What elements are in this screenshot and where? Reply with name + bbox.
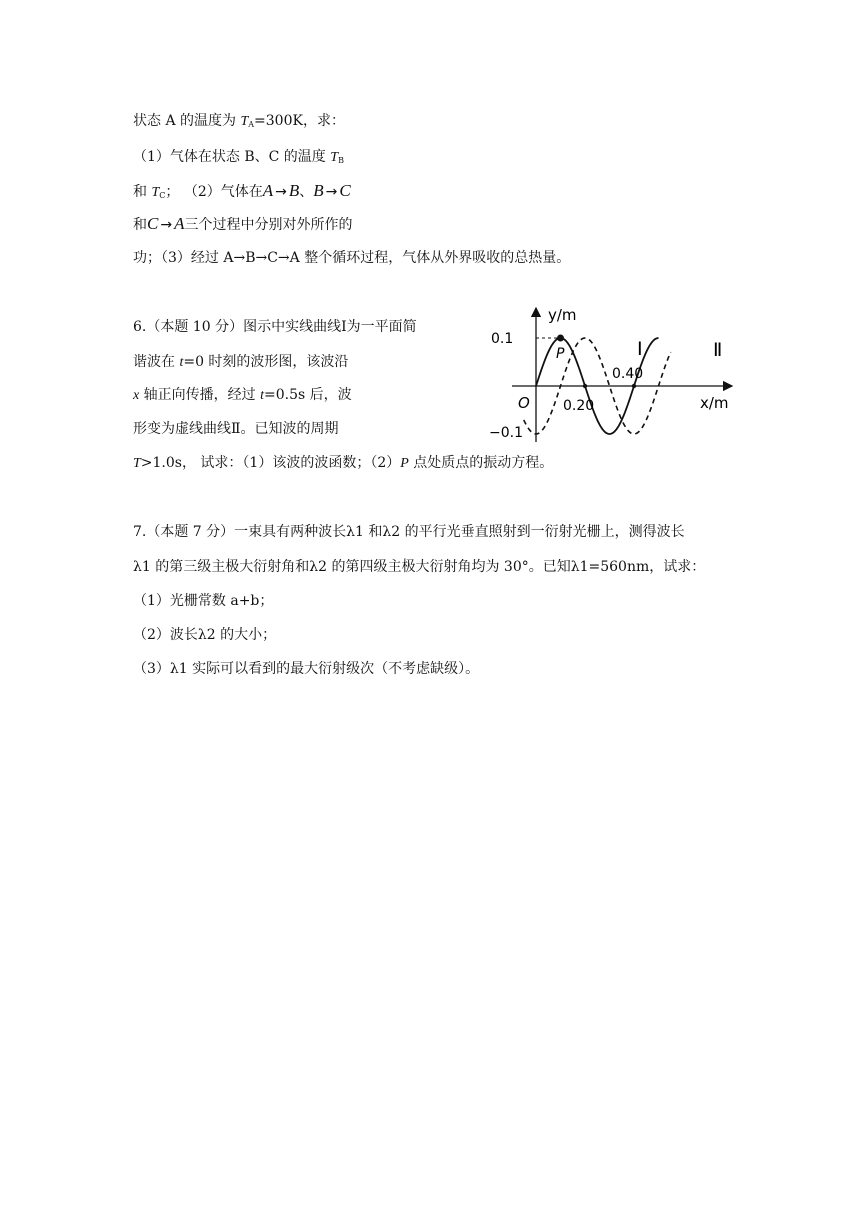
p6-line-2: 谐波在 t=0 时刻的波形图，该波沿 xyxy=(133,354,349,370)
p5-line-2: （1）气体在状态 B、C 的温度 $T_B$ xyxy=(133,149,344,165)
legend-curve-II: Ⅱ xyxy=(713,339,723,361)
p7-line-4: （2）波长λ2 的大小； xyxy=(133,627,277,643)
p6-line-5: T>1.0s， 试求：（1）该波的波函数；（2）P 点处质点的振动方程。 xyxy=(133,455,554,471)
point-p-label: P xyxy=(556,346,565,362)
wave-figure xyxy=(484,300,744,450)
x-tick-0.40: 0.40 xyxy=(612,366,644,382)
p5-line-3: 和 $T_C$； （2）气体在A → B、B → C xyxy=(133,181,351,200)
point-p-marker xyxy=(557,335,564,342)
legend-curve-I: Ⅰ xyxy=(637,338,643,360)
p7-line-2: λ1 的第三级主极大衍射角和λ2 的第四级主极大衍射角均为 30°。已知λ1=560nm，试求： xyxy=(133,559,706,575)
x-tick-0.20: 0.20 xyxy=(563,398,595,414)
p5-line-5: 功；（3）经过 A→B→C→A 整个循环过程，气体从外界吸收的总热量。 xyxy=(133,250,571,266)
y-tick-0.1: 0.1 xyxy=(491,331,514,347)
zero-crossing-marker-2 xyxy=(632,384,636,388)
p7-line-1: 7.（本题 7 分）一束具有两种波长λ1 和λ2 的平行光垂直照射到一衍射光栅上，测得波长 xyxy=(133,524,685,540)
zero-crossing-marker-1 xyxy=(583,384,587,388)
p5-line-4: 和C → A三个过程中分别对外所作的 xyxy=(133,214,353,233)
p6-line-3: x 轴正向传播，经过 t=0.5s 后，波 xyxy=(133,387,352,403)
p6-line-1: 6.（本题 10 分）图示中实线曲线Ⅰ为一平面简 xyxy=(133,319,417,335)
p7-line-5: （3）λ1 实际可以看到的最大衍射级次（不考虑缺级）。 xyxy=(133,661,480,677)
y-tick-minus-0.1: −0.1 xyxy=(489,425,523,441)
y-axis-label: y/m xyxy=(548,306,577,324)
p5-line-1: 状态 A 的温度为 $T_A=300K$，求： xyxy=(133,113,345,129)
x-axis-label: x/m xyxy=(700,394,729,412)
origin-label: O xyxy=(518,394,530,412)
p6-line-4: 形变为虚线曲线Ⅱ。已知波的周期 xyxy=(133,421,339,437)
p7-line-3: （1）光栅常数 a+b； xyxy=(133,593,274,609)
